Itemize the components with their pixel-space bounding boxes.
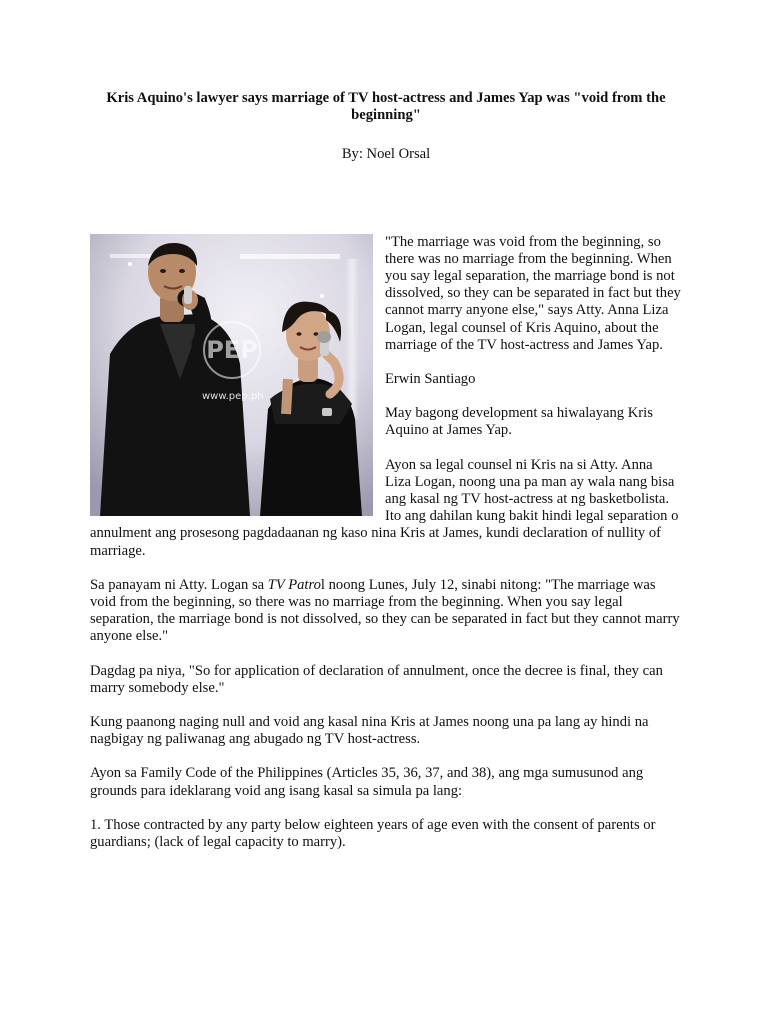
article-photo: [90, 234, 373, 516]
couple-stage-photo: [90, 234, 373, 516]
article-list-item: 1. Those contracted by any party below eighteen years of age even with the consent of parents or guardians; (lack of legal capacity to marry).: [90, 816, 656, 851]
photo-watermark: PEP: [206, 335, 258, 364]
article-paragraph: "The marriage was void from the beginning, so there was no marriage from the beginning. When you say legal separation, the marriage bond is not dissolved, so they can be separated in fact but they cannot marry anyone else," says Atty. Anna Liza Logan, legal counsel of Kris Aquino, about the marriage of the TV host-actress and James Yap.: [385, 233, 681, 353]
photo-watermark-url: www.pep.ph: [202, 390, 264, 402]
article-author-line: Erwin Santiago: [385, 371, 476, 388]
article-text: Sa panayam ni Atty. Logan sa: [90, 576, 268, 593]
article-paragraph: May bagong development sa hiwalayang Kris Aquino at James Yap.: [385, 405, 653, 439]
article-headline: Kris Aquino's lawyer says marriage of TV host-actress and James Yap was "void from the beginning": [106, 90, 666, 124]
article-text: l noong Lunes, July 12, sinabi nitong: "The marriage was void from the beginning, so there was no marriage from the beginning. When you say legal separation, the marriage bond is not dissolved, so they can be separated in fact but they cannot marry anyone else.": [90, 576, 680, 645]
article-paragraph: Ayon sa Family Code of the Philippines (Articles 35, 36, 37, and 38), ang mga sumusunod ang grounds para ideklarang void ang isang kasal sa simula pa lang:: [90, 765, 644, 799]
article-paragraph: Ayon sa legal counsel ni Kris na si Atty. Anna Liza Logan, noong una pa man ay wala nang bisa ang kasal ng TV host-actress at ng basketbolista. Ito ang dahilan kung bakit hindi legal separation o annulment ang prosesong pagdadaanan ng kaso nina Kris at James, kundi declaration of nullity of marriage.: [90, 456, 679, 559]
article-paragraph: [90, 577, 682, 646]
show-title: TV Patro: [267, 576, 321, 593]
article-paragraph: Dagdag pa niya, "So for application of declaration of annulment, once the decree is final, they can marry somebody else.": [90, 662, 663, 696]
article-byline: By: Noel Orsal: [341, 146, 431, 163]
article-paragraph: Kung paanong naging null and void ang kasal nina Kris at James noong una pa lang ay hindi na nagbigay ng paliwanag ang abugado ng TV host-actress.: [90, 714, 649, 748]
article-page: [90, 90, 682, 868]
